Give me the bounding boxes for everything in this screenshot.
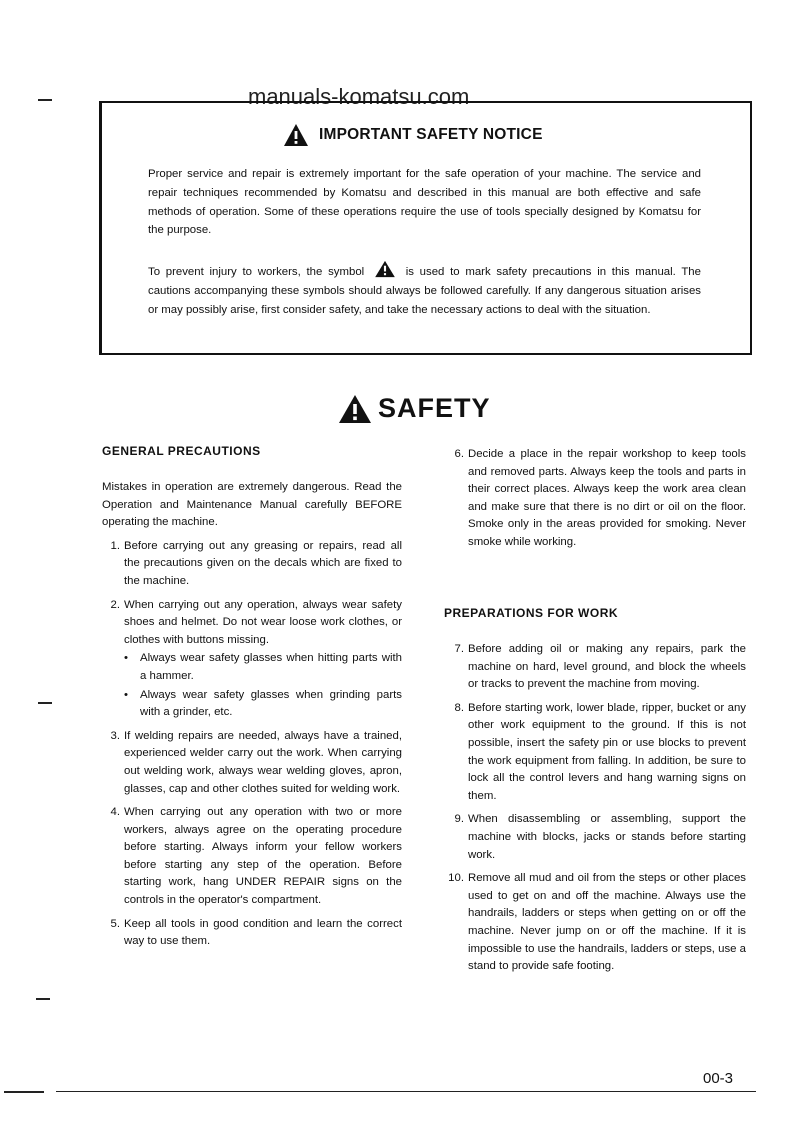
left-column: [102, 479, 402, 957]
bullet-item: • Always wear safety glasses when grinding parts with a grinder, etc.: [124, 687, 402, 722]
list-item-6: 6. Decide a place in the repair workshop to keep tools and removed parts. Always keep the tools and parts in their correct places. Always keep the work area clean and make sure that there is no dirt or oil on the floor. Smoke only in the areas provided for smoking. Never smoke while working.: [454, 448, 746, 548]
safety-heading-text: SAFETY: [378, 393, 491, 423]
bullet-icon: •: [124, 652, 128, 665]
list-item-2: 2. When carrying out any operation, always wear safety shoes and helmet. Do not wear loose work clothes, or clothes with buttons missing. • Always wear safety glasses when hitting parts with a hammer. • Always wear safety glasses when grinding parts with a grinder, etc.: [102, 597, 402, 722]
list-item-8: 8. Before starting work, lower blade, ripper, bucket or any other work equipment to the ground. If this is not possible, insert the safety pin or use blocks to prevent the work equipment from falling. In addition, be sure to lock all the control levers and hang warning signs on them.: [454, 701, 746, 802]
warning-triangle-icon: [283, 123, 309, 147]
list-item-5: 5. Keep all tools in good condition and learn the correct way to use them.: [110, 917, 402, 948]
intro-paragraph: Mistakes in operation are extremely dangerous. Read the Operation and Maintenance Manual carefully BEFORE operating the machine.: [102, 481, 402, 529]
list-item-1: 1. Before carrying out any greasing or repairs, read all the precautions given on the decals which are fixed to the machine.: [110, 539, 402, 587]
notice-paragraph-2: [148, 260, 701, 319]
page-number: 00-3: [703, 1070, 734, 1087]
margin-mark: [38, 702, 52, 704]
list-item-10: 10. Remove all mud and oil from the steps or other places used to get on and off the machine. Always use the handrails, ladders or steps when getting on or off the machine. Never jump on or off the machine. If it is impossible to use the handrails, ladders or steps, use a stand to provide safe footing.: [448, 872, 746, 973]
margin-mark: [38, 99, 52, 101]
list-item-3: 3. If welding repairs are needed, always have a trained, experienced welder carry out the work. When carrying out welding work, always wear welding gloves, apron, glasses, cap and other clothes suited for welding work.: [110, 729, 402, 795]
notice-p2-after: is used to mark safety precautions in this manual. The cautions accompanying these symbols should always be followed carefully. If any dangerous situation arises or may possibly arise, first consider safety, and take the necessary actions to deal with the situation.: [148, 266, 701, 316]
bullet-icon: •: [124, 688, 128, 701]
list-item-4: 4. When carrying out any operation with two or more workers, always agree on the operating procedure before starting. Always inform your fellow workers before starting any step of the operation. Before starting work, hang UNDER REPAIR signs on the controls in the operator's compartment.: [110, 806, 402, 907]
bullet-item: • Always wear safety glasses when hitting parts with a hammer.: [124, 650, 402, 685]
general-precautions-heading: GENERAL PRECAUTIONS: [102, 444, 261, 458]
notice-title-text: IMPORTANT SAFETY NOTICE: [319, 126, 543, 143]
safety-heading: [338, 393, 491, 424]
warning-triangle-icon: [338, 394, 372, 424]
notice-p2-before: To prevent injury to workers, the symbol: [148, 266, 365, 278]
footer-rule: [56, 1091, 756, 1092]
warning-triangle-icon: [374, 260, 396, 278]
notice-paragraph-1: Proper service and repair is extremely important for the safe operation of your machine. The service and repair techniques recommended by Komatsu and described in this manual are both effective and safe methods of operation. Some of these operations require the use of tools specially designed by Komatsu for the purpose.: [148, 168, 701, 237]
notice-title: [283, 123, 543, 147]
preparations-heading: PREPARATIONS FOR WORK: [444, 606, 619, 620]
right-column-bottom: [446, 641, 746, 982]
right-column-top: [446, 446, 746, 558]
margin-mark: [36, 998, 50, 1000]
list-item-7: 7. Before adding oil or making any repairs, park the machine on hard, level ground, and block the wheels or tracks to prevent the machine from moving.: [454, 643, 746, 691]
watermark: manuals-komatsu.com: [248, 84, 470, 109]
list-item-9: 9. When disassembling or assembling, support the machine with blocks, jacks or stands before starting work.: [454, 813, 746, 861]
footer-rule: [4, 1091, 44, 1093]
